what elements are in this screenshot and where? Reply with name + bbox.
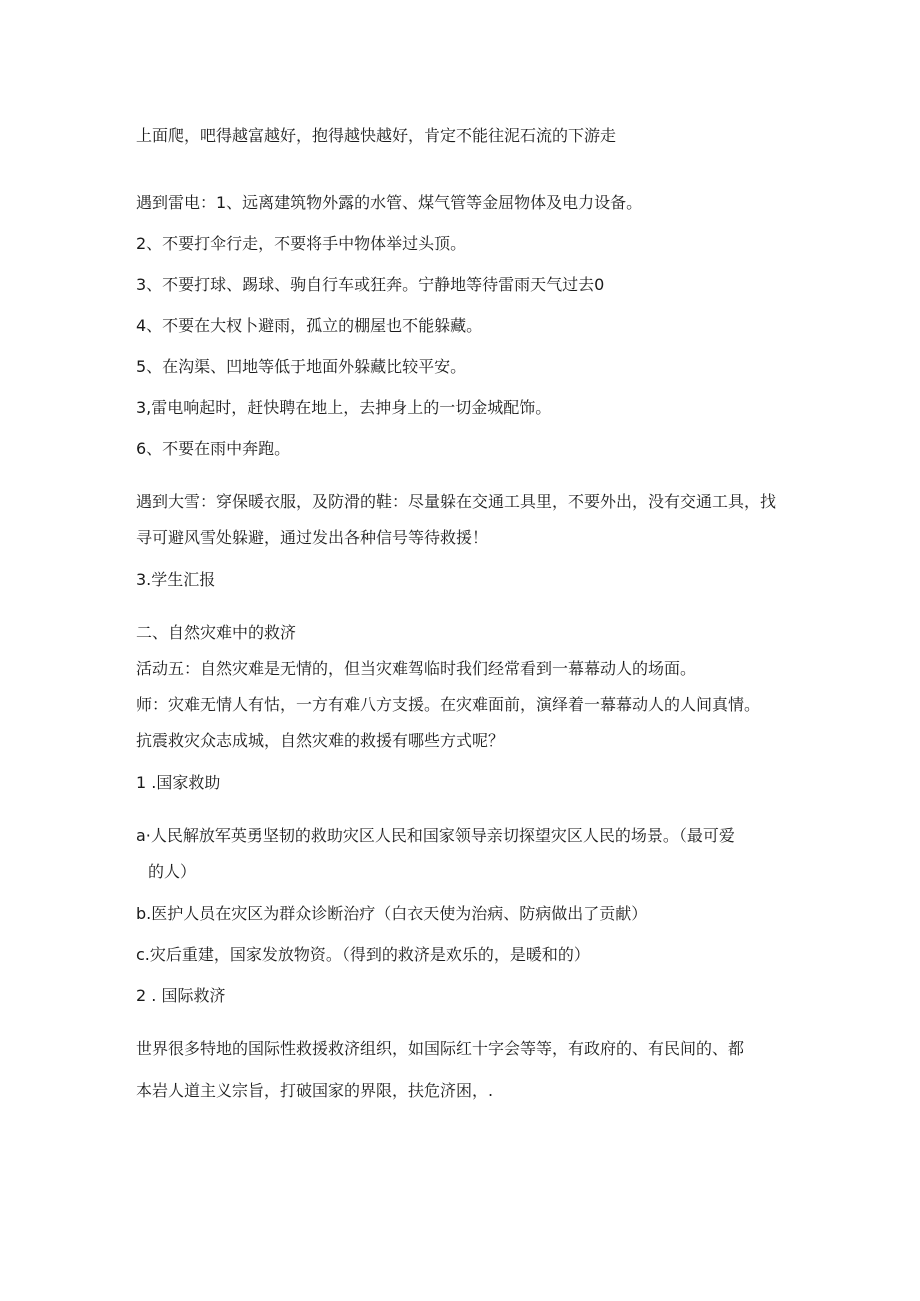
list-item-a-line-1: a·人民解放军英勇坚韧的救助灾区人民和国家领导亲切探望灾区人民的场景。（最可爱: [136, 826, 735, 845]
paragraph-line-activity-five: 活动五：自然灾难是无情的，但当灾难驾临时我们经常看到一幕幕动人的场面。: [136, 659, 697, 678]
section-student-report: 3.学生汇报: [136, 570, 216, 589]
paragraph-line-mudslide: 上面爬，吧得越富越好，抱得越快越好，肯定不能往泥石流的下游走: [136, 126, 617, 145]
list-item-thunder-6: 6、不要在雨中奔跑。: [136, 439, 291, 458]
subsection-international-aid: 2 . 国际救济: [136, 986, 226, 1005]
paragraph-line-snow-2: 寻可避风雪处躲避，通过发出各种信号等待救援！: [136, 528, 489, 547]
section-heading-relief: 二、自然灾难中的救济: [136, 623, 297, 642]
list-item-thunder-3: 3、不要打球、踢球、驹自行车或狂奔。宁静地等待雷雨天气过去0: [136, 275, 605, 294]
paragraph-line-snow-1: 遇到大雪：穿保暖衣服，及防滑的鞋：尽量躲在交通工具里，不要外出，没有交通工具，找: [136, 492, 777, 511]
paragraph-line-teacher-1: 师：灾难无情人有怙，一方有难八方支援。在灾难面前，演绎着一幕幕动人的人间真情。: [136, 695, 761, 714]
list-item-thunder-2: 2、不要打伞行走，不要将手中物体举过头顶。: [136, 234, 467, 253]
list-item-a-line-2: 的人）: [148, 862, 197, 881]
paragraph-line-teacher-2: 抗震救灾众志成城，自然灾难的救援有哪些方式呢？: [136, 731, 505, 750]
list-item-b: b.医护人员在灾区为群众诊断治疗（白衣天使为治病、防病做出了贡献）: [136, 904, 648, 923]
subsection-national-aid: 1 .国家救助: [136, 773, 221, 792]
list-item-thunder-5: 5、在沟渠、凹地等低于地面外躲藏比较平安。: [136, 357, 467, 376]
paragraph-line-thunder-heading: 遇到雷电：1、远离建筑物外露的水管、煤气管等金屈物体及电力设备。: [136, 193, 643, 212]
list-item-c: c.灾后重建，国家发放物资。（得到的救济是欢乐的，是暖和的）: [136, 945, 590, 964]
list-item-thunder-3b: 3,雷电响起时，赶快聘在地上，去抻身上的一切金城配饰。: [136, 398, 552, 417]
list-item-thunder-4: 4、不要在大杈卜避雨，孤立的棚屋也不能躲藏。: [136, 316, 483, 335]
paragraph-line-intl-2: 本岩人道主义宗旨，打破国家的界限，扶危济困，.: [136, 1081, 494, 1100]
paragraph-line-intl-1: 世界很多特地的国际性救援救济组织，如国际红十字会等等，有政府的、有民间的、都: [136, 1039, 745, 1058]
